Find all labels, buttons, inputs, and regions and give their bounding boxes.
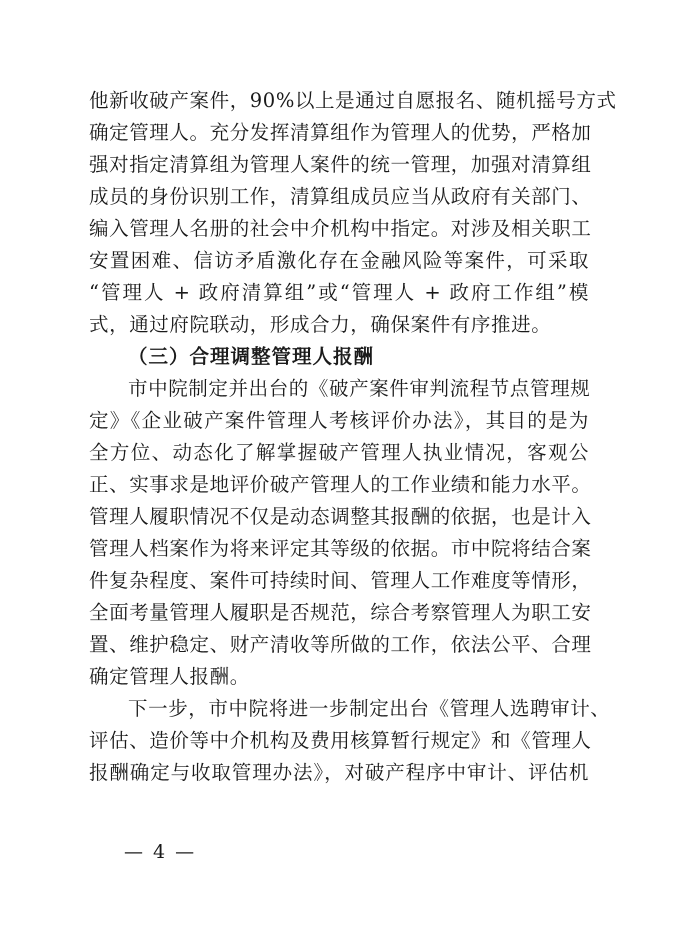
section-heading: （三）合理调整管理人报酬 (128, 345, 375, 368)
page-number: — 4 — (124, 841, 197, 863)
paragraph-line: 管理人档案作为将来评定其等级的依据。市中院将结合案 (89, 537, 592, 560)
paragraph-line: 强对指定清算组为管理人案件的统一管理，加强对清算组 (89, 153, 592, 176)
paragraph-line: 成员的身份识别工作，清算组成员应当从政府有关部门、 (89, 185, 592, 208)
paragraph-line: 下一步，市中院将进一步制定出台《管理人选聘审计、 (128, 697, 611, 720)
paragraph-line: 编入管理人名册的社会中介机构中指定。对涉及相关职工 (89, 217, 592, 240)
paragraph-line: 定》《企业破产案件管理人考核评价办法》，其目的是为 (89, 409, 589, 432)
paragraph-line: 件复杂程度、案件可持续时间、管理人工作难度等情形， (89, 569, 592, 592)
paragraph-line: 市中院制定并出台的《破产案件审判流程节点管理规 (128, 377, 591, 400)
paragraph-line: 他新收破产案件，90%以上是通过自愿报名、随机摇号方式 (89, 89, 617, 112)
paragraph-line: 全方位、动态化了解掌握破产管理人执业情况，客观公 (89, 441, 589, 464)
paragraph-line: 式，通过府院联动，形成合力，确保案件有序推进。 (89, 313, 552, 336)
paragraph-line: 安置困难、信访矛盾激化存在金融风险等案件，可采取 (89, 249, 589, 272)
paragraph-line: 管理人履职情况不仅是动态调整其报酬的依据，也是计入 (89, 505, 592, 528)
paragraph-line: 评估、造价等中介机构及费用核算暂行规定》和《管理人 (89, 729, 592, 752)
paragraph-line: 全面考量管理人履职是否规范，综合考察管理人为职工安 (89, 601, 592, 624)
paragraph-line: 确定管理人报酬。 (89, 665, 250, 688)
paragraph-line: “管理人 + 政府清算组”或“管理人 + 政府工作组”模 (89, 281, 589, 304)
paragraph-line: 确定管理人。充分发挥清算组作为管理人的优势，严格加 (89, 121, 592, 144)
paragraph-line: 报酬确定与收取管理办法》，对破产程序中审计、评估机 (89, 761, 589, 784)
paragraph-line: 正、实事求是地评价破产管理人的工作业绩和能力水平。 (89, 473, 592, 496)
paragraph-line: 置、维护稳定、财产清收等所做的工作，依法公平、合理 (89, 633, 592, 656)
